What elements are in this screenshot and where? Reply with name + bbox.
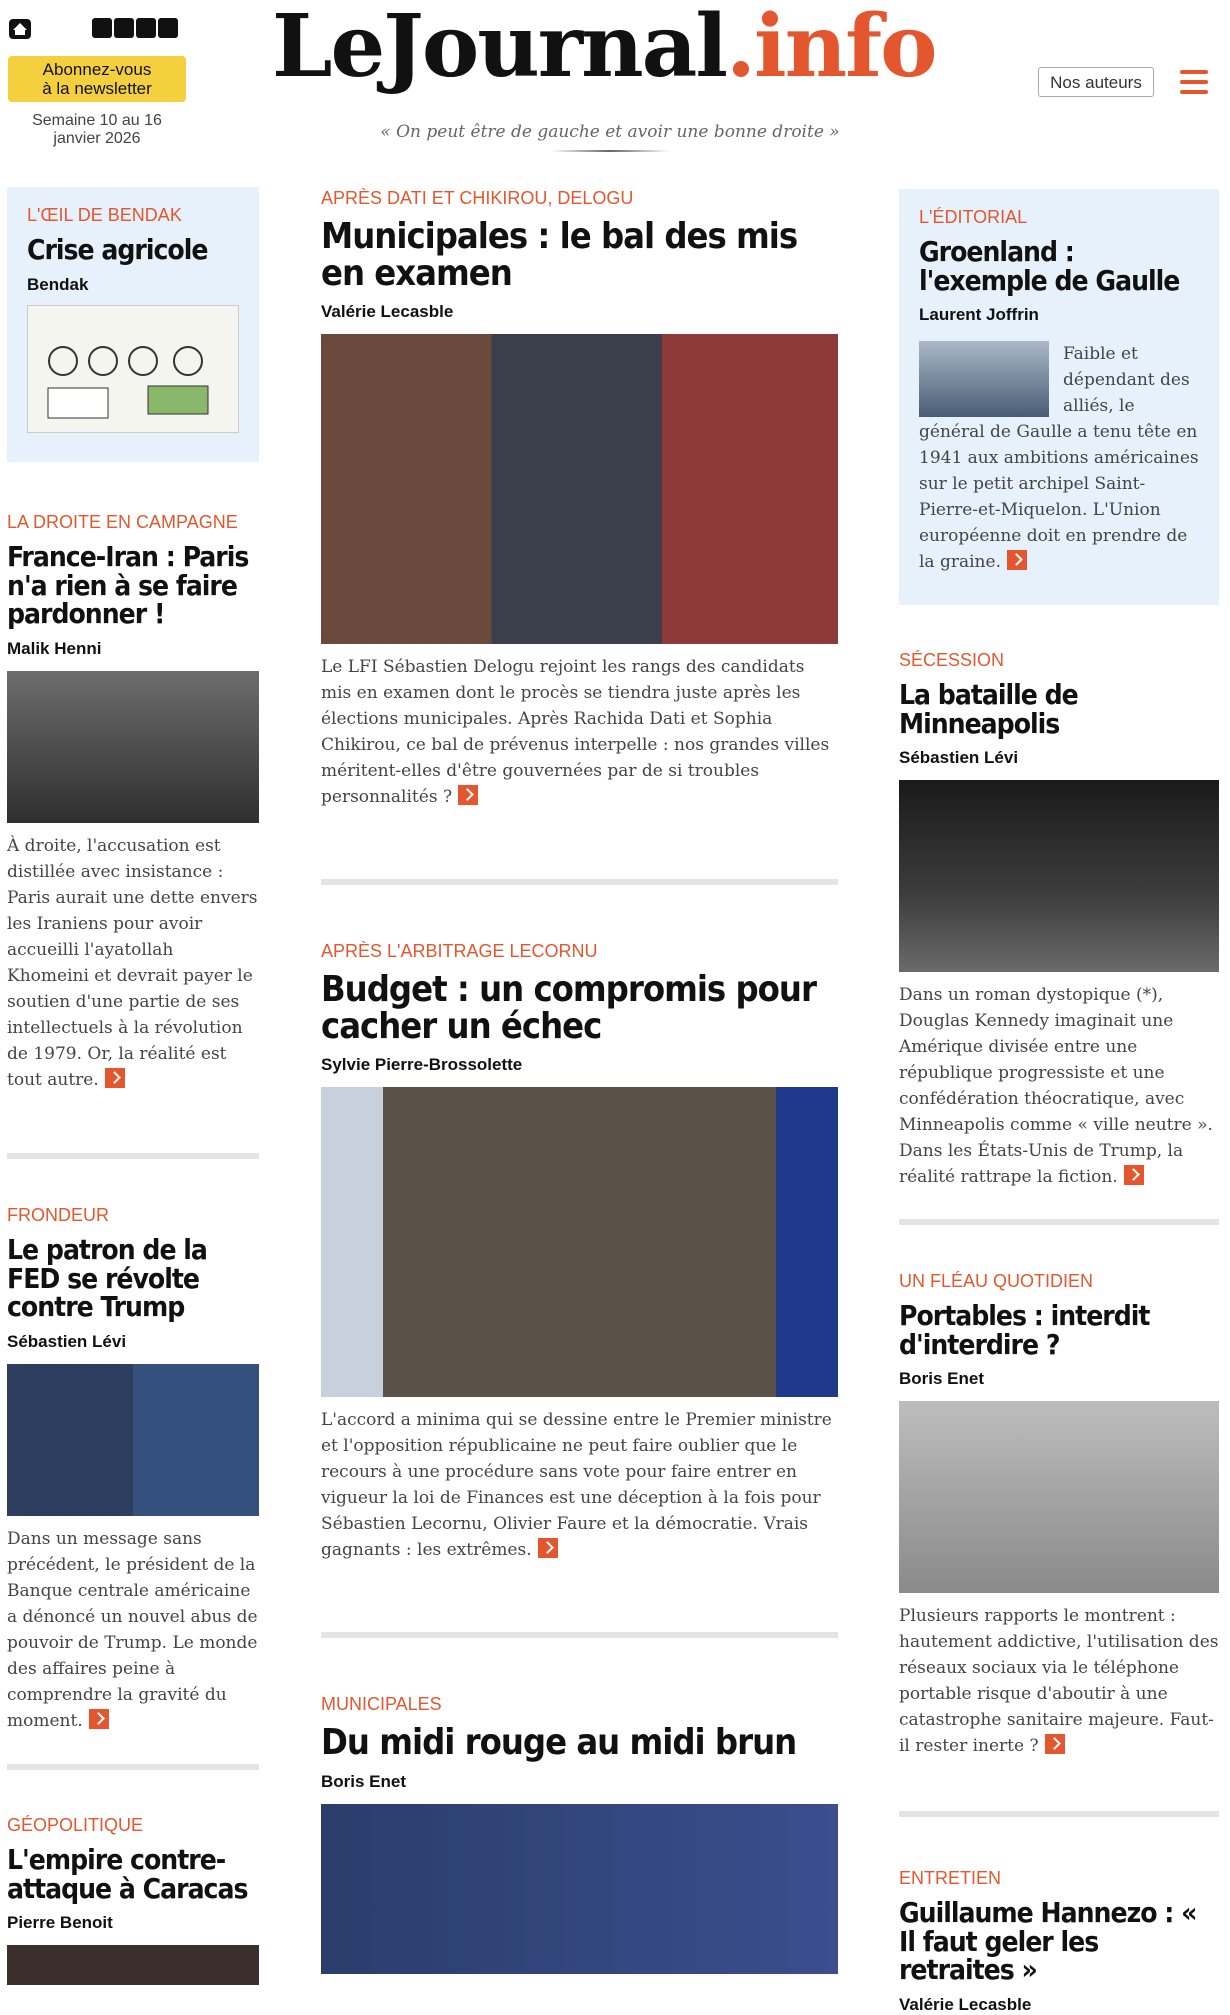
article-title[interactable]: Budget : un compromis pour cacher un échec bbox=[321, 969, 816, 1047]
article-hannezo[interactable] bbox=[899, 1868, 1219, 2015]
article-author[interactable]: Valérie Lecasble bbox=[899, 1994, 1032, 2014]
logo-main: LeJournal bbox=[272, 0, 726, 97]
article-kicker: UN FLÉAU QUOTIDIEN bbox=[899, 1271, 1094, 1291]
summary-text: À droite, l'accusation est distillée avec insistance : Paris aurait une dette envers les Iraniens pour avoir accueilli l'ayatollah Khomeini et devrait payer le soutien d'une partie de ses intellectuels à la révolution de 1979. Or, la réalité est tout autre. bbox=[7, 835, 258, 1090]
newsletter-label-2: à la newsletter bbox=[42, 79, 152, 98]
article-summary bbox=[899, 982, 1219, 1190]
article-image[interactable] bbox=[899, 780, 1219, 972]
article-summary bbox=[321, 654, 838, 810]
article-title[interactable]: Portables : interdit d'interdire ? bbox=[899, 1299, 1150, 1361]
article-title[interactable]: Le patron de la FED se révolte contre Trump bbox=[7, 1233, 207, 1324]
article-author[interactable]: Pierre Benoit bbox=[7, 1913, 113, 1933]
twitter-icon[interactable] bbox=[92, 18, 112, 38]
tagline-divider bbox=[550, 150, 670, 152]
instagram-icon[interactable] bbox=[158, 18, 178, 38]
article-kicker: L'ŒIL DE BENDAK bbox=[27, 205, 182, 225]
arrow-right-icon[interactable] bbox=[458, 785, 478, 805]
article-author[interactable]: Boris Enet bbox=[899, 1369, 985, 1389]
article-title[interactable]: La bataille de Minneapolis bbox=[899, 678, 1078, 740]
article-kicker: L'ÉDITORIAL bbox=[919, 207, 1028, 227]
summary-text: Le LFI Sébastien Delogu rejoint les rangs des candidats mis en examen dont le procès se tiendra juste après les élections municipales. Après Rachida Dati et Sophia Chikirou, ce bal de prévenus interpelle : nos grandes villes méritent-elles d'être gouvernées par de si troubles personnalités ? bbox=[321, 657, 830, 808]
divider bbox=[899, 1811, 1219, 1817]
article-title[interactable]: L'empire contre-attaque à Caracas bbox=[7, 1843, 248, 1905]
arrow-right-icon[interactable] bbox=[538, 1538, 558, 1558]
week-line-1: Semaine 10 au 16 bbox=[32, 112, 162, 129]
article-author[interactable]: Laurent Joffrin bbox=[919, 305, 1039, 325]
article-title[interactable]: Municipales : le bal des mis en examen bbox=[321, 216, 798, 294]
article-summary bbox=[899, 1603, 1219, 1759]
arrow-right-icon[interactable] bbox=[1124, 1165, 1144, 1185]
divider bbox=[899, 1219, 1219, 1225]
article-kicker: LA DROITE EN CAMPAGNE bbox=[7, 512, 238, 532]
article-midi[interactable] bbox=[321, 1694, 838, 1974]
article-author[interactable]: Sébastien Lévi bbox=[899, 748, 1019, 768]
summary-text: Dans un roman dystopique (*), Douglas Kennedy imaginait une Amérique divisée entre une république progressiste et une confédération théocratique, avec Minneapolis comme « ville neutre ». Dans les États-Unis de Trump, la réalité rattrape la fiction. bbox=[899, 985, 1213, 1188]
article-summary bbox=[7, 1526, 259, 1734]
article-author[interactable]: Valérie Lecasble bbox=[321, 302, 454, 322]
article-minneapolis[interactable] bbox=[899, 650, 1219, 1190]
author-photo[interactable] bbox=[919, 341, 1049, 417]
article-author[interactable]: Sébastien Lévi bbox=[7, 1331, 127, 1351]
logo-suffix: .info bbox=[726, 0, 936, 97]
home-icon[interactable] bbox=[8, 18, 32, 40]
article-image[interactable] bbox=[899, 1401, 1219, 1593]
article-image[interactable] bbox=[7, 1945, 259, 1985]
article-municipales[interactable] bbox=[321, 188, 838, 810]
summary-text: L'accord a minima qui se dessine entre le Premier ministre et l'opposition républicaine ne peut faire oublier que le recours à une procédure sans vote pour faire entrer en vigueur la loi de Finances est une déception à la fois pour Sébastien Lecornu, Olivier Faure et la démocratie. Vrais gagnants : les extrêmes. bbox=[321, 1410, 832, 1561]
article-image[interactable] bbox=[321, 1087, 838, 1397]
article-kicker: FRONDEUR bbox=[7, 1205, 109, 1225]
site-logo[interactable] bbox=[272, 0, 936, 97]
arrow-right-icon[interactable] bbox=[1007, 550, 1027, 570]
summary-text: Dans un message sans précédent, le président de la Banque centrale américaine a dénoncé un nouvel abus de pouvoir de Trump. Le monde des affaires peine à comprendre la gravité du moment. bbox=[7, 1528, 258, 1731]
editorial-box[interactable] bbox=[899, 189, 1219, 605]
article-fed[interactable] bbox=[7, 1205, 259, 1734]
article-portables[interactable] bbox=[899, 1271, 1219, 1759]
article-title[interactable]: France-Iran : Paris n'a rien à se faire pardonner ! bbox=[7, 540, 249, 631]
article-budget[interactable] bbox=[321, 941, 838, 1563]
week-line-2: janvier 2026 bbox=[53, 130, 141, 147]
article-title[interactable]: Guillaume Hannezo : « Il faut geler les retraites » bbox=[899, 1896, 1197, 1987]
divider bbox=[321, 879, 838, 885]
divider bbox=[321, 1632, 838, 1638]
article-kicker: APRÈS L'ARBITRAGE LECORNU bbox=[321, 941, 598, 961]
article-kicker: ENTRETIEN bbox=[899, 1868, 1002, 1888]
cartoon-box[interactable] bbox=[7, 187, 259, 462]
divider bbox=[7, 1153, 259, 1159]
newsletter-button[interactable] bbox=[8, 56, 186, 102]
divider bbox=[7, 1764, 259, 1770]
social-links bbox=[92, 18, 178, 38]
article-kicker: MUNICIPALES bbox=[321, 1694, 442, 1714]
article-title[interactable]: Du midi rouge au midi brun bbox=[321, 1722, 797, 1763]
article-image[interactable] bbox=[321, 1804, 838, 1974]
arrow-right-icon[interactable] bbox=[89, 1709, 109, 1729]
article-france-iran[interactable] bbox=[7, 512, 259, 1093]
arrow-right-icon[interactable] bbox=[105, 1068, 125, 1088]
summary-text: Faible et dépendant des alliés, le général de Gaulle a tenu tête en 1941 aux ambitions américaines sur le petit archipel Saint-Pierre-et-Miquelon. L'Union européenne doit en prendre de la graine. bbox=[919, 344, 1199, 573]
article-kicker: APRÈS DATI ET CHIKIROU, DELOGU bbox=[321, 188, 634, 208]
summary-text: Plusieurs rapports le montrent : hautement addictive, l'utilisation des réseaux sociaux via le téléphone portable risque d'aboutir à une catastrophe sanitaire majeure. Faut-il rester inerte ? bbox=[899, 1606, 1219, 1757]
article-author[interactable]: Malik Henni bbox=[7, 638, 102, 658]
article-image[interactable] bbox=[7, 1364, 259, 1516]
article-caracas[interactable] bbox=[7, 1815, 259, 1985]
article-kicker: GÉOPOLITIQUE bbox=[7, 1815, 144, 1835]
article-summary bbox=[321, 1407, 838, 1563]
newsletter-label-1: Abonnez-vous bbox=[42, 60, 152, 79]
article-image[interactable] bbox=[7, 671, 259, 823]
article-title[interactable]: Crise agricole bbox=[27, 233, 208, 266]
tagline: « On peut être de gauche et avoir une bonne droite » bbox=[380, 122, 840, 142]
cartoon-image[interactable] bbox=[27, 305, 239, 433]
arrow-right-icon[interactable] bbox=[1045, 1734, 1065, 1754]
article-author[interactable]: Boris Enet bbox=[321, 1771, 407, 1791]
facebook-icon[interactable] bbox=[114, 18, 134, 38]
article-kicker: SÉCESSION bbox=[899, 650, 1005, 670]
article-title[interactable]: Groenland : l'exemple de Gaulle bbox=[919, 235, 1180, 297]
week-dates bbox=[8, 112, 186, 148]
article-author[interactable]: Bendak bbox=[27, 274, 89, 294]
linkedin-icon[interactable] bbox=[136, 18, 156, 38]
article-image[interactable] bbox=[321, 334, 838, 644]
article-summary bbox=[7, 833, 259, 1093]
authors-button[interactable]: Nos auteurs bbox=[1038, 67, 1154, 97]
article-author[interactable]: Sylvie Pierre-Brossolette bbox=[321, 1055, 523, 1075]
menu-icon[interactable] bbox=[1180, 70, 1208, 94]
